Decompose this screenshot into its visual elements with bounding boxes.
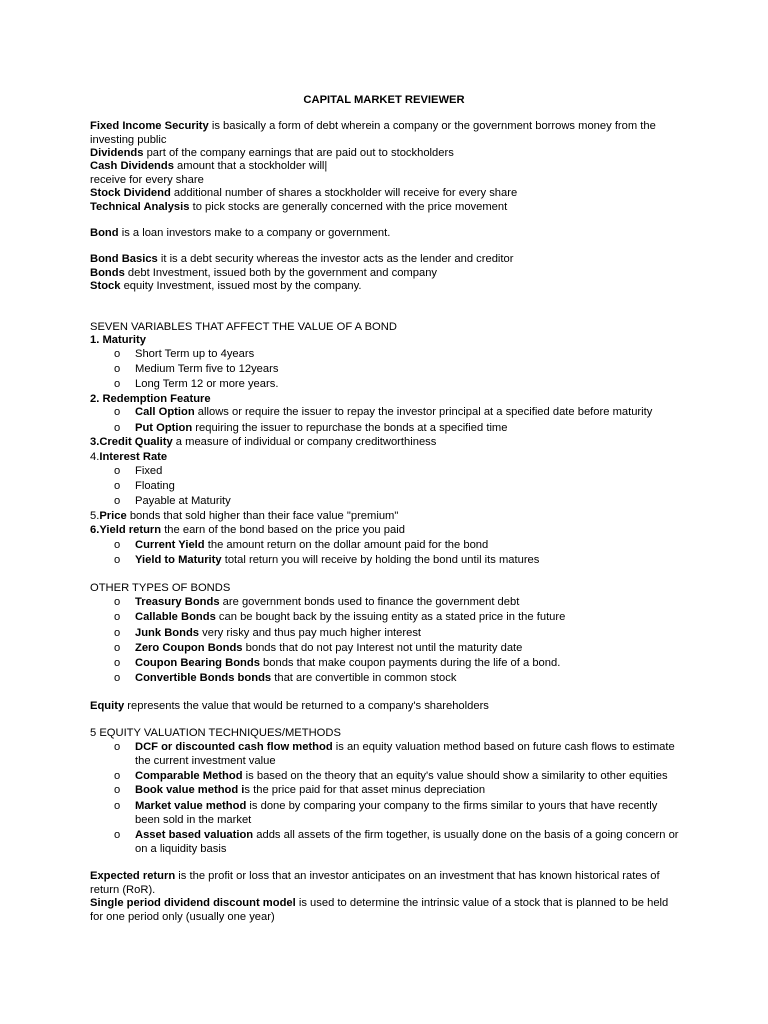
section-heading-seven-variables: SEVEN VARIABLES THAT AFFECT THE VALUE OF A BOND [90, 321, 397, 333]
term: Dividends [90, 147, 144, 159]
text: bonds that do not pay Interest not until the maturity date [242, 642, 523, 654]
term: Technical Analysis [90, 201, 190, 213]
bullet-marker: o [114, 770, 121, 782]
definition-dividends [90, 147, 680, 161]
term: Bonds [90, 267, 125, 279]
number: 4. [90, 451, 100, 463]
list-item-asset-based-valuation [135, 829, 680, 856]
variable-credit-quality [90, 436, 680, 450]
definition-bond [90, 227, 680, 241]
definition-cash-dividends-cont: receive for every share [90, 174, 204, 186]
page-title: CAPITAL MARKET REVIEWER [303, 94, 465, 106]
list-item: Fixed [135, 465, 163, 477]
bullet-marker: o [114, 829, 121, 841]
text: represents the value that would be returned to a company's shareholders [124, 700, 489, 712]
number: 5. [90, 510, 100, 522]
bullet-marker: o [114, 465, 121, 477]
term: Credit Quality [99, 436, 173, 448]
definition-fixed-income [90, 120, 680, 147]
text: the amount return on the dollar amount paid for the bond [204, 539, 489, 551]
list-item-current-yield [135, 539, 680, 553]
variable-price [90, 510, 680, 524]
list-item: Payable at Maturity [135, 495, 231, 507]
definition-cash-dividends [90, 160, 680, 174]
text: that are convertible in common stock [271, 672, 457, 684]
text: bonds that make coupon payments during the life of a bond. [259, 657, 561, 669]
number: 3. [90, 436, 100, 448]
bullet-marker: o [114, 539, 121, 551]
term: Junk Bonds [135, 627, 200, 639]
text: debt Investment, issued both by the government and company [124, 267, 438, 279]
term: Market value method [135, 800, 247, 812]
bullet-marker: o [114, 378, 121, 390]
bullet-marker: o [114, 672, 121, 684]
bullet-marker: o [114, 800, 121, 812]
term: Put Option [135, 422, 193, 434]
term: Treasury Bonds [135, 596, 220, 608]
bullet-marker: o [114, 741, 121, 753]
term: Stock Dividend [90, 187, 171, 199]
term: Current Yield [135, 539, 205, 551]
list-item-dcf-method [135, 741, 680, 768]
list-item-coupon-bearing-bonds [135, 657, 680, 671]
term: Fixed Income Security [90, 120, 209, 132]
bullet-marker: o [114, 784, 121, 796]
text: the earn of the bond based on the price you paid [161, 524, 405, 536]
term: Bond Basics [90, 253, 158, 265]
list-item-market-value-method [135, 800, 680, 827]
text: is a loan investors make to a company or government. [118, 227, 391, 239]
definition-stock [90, 280, 680, 294]
text: very risky and thus pay much higher interest [199, 627, 422, 639]
text: is basically a form of debt wherein a company or the government borrows money from the investing public [90, 120, 656, 146]
variable-interest-rate-label [90, 451, 680, 465]
definition-single-period-ddm [90, 897, 680, 924]
section-heading-equity-valuation: 5 EQUITY VALUATION TECHNIQUES/METHODS [90, 727, 341, 739]
bullet-marker: o [114, 363, 121, 375]
bullet-marker: o [114, 480, 121, 492]
text: adds all assets of the firm together, is usually done on the basis of a going concern or on a liquidity basis [135, 829, 679, 855]
term: Callable Bonds [135, 611, 216, 623]
bullet-marker: o [114, 596, 121, 608]
list-item-comparable-method [135, 770, 680, 784]
definition-equity [90, 700, 680, 714]
term: Yield return [99, 524, 162, 536]
term: Coupon Bearing Bonds [135, 657, 260, 669]
term: DCF or discounted cash flow method [135, 741, 333, 753]
term: Call Option [135, 406, 195, 418]
term: Cash Dividends [90, 160, 174, 172]
variable-redemption-label: 2. Redemption Feature [90, 393, 211, 405]
text: equity Investment, issued most by the company. [120, 280, 362, 292]
term: Equity [90, 700, 125, 712]
text: is based on the theory that an equity's value should show a similarity to other equities [242, 770, 668, 782]
text: is used to determine the intrinsic value of a stock that is planned to be held for one period only (usually one year) [90, 897, 669, 923]
text: a measure of individual or company creditworthiness [172, 436, 437, 448]
term: Bond [90, 227, 119, 239]
text: total return you will receive by holding the bond until its matures [221, 554, 540, 566]
list-item-convertible-bonds [135, 672, 680, 686]
variable-maturity-label: 1. Maturity [90, 334, 146, 346]
list-item-book-value-method [135, 784, 680, 798]
term: Price [99, 510, 127, 522]
text: additional number of shares a stockholder will receive for every share [170, 187, 518, 199]
list-item: Short Term up to 4years [135, 348, 255, 360]
term: Book value method i [135, 784, 245, 796]
bullet-marker: o [114, 348, 121, 360]
text: bonds that sold higher than their face value "premium" [126, 510, 399, 522]
list-item-zero-coupon-bonds [135, 642, 680, 656]
term: Expected return [90, 870, 176, 882]
term: Zero Coupon Bonds [135, 642, 243, 654]
list-item-call-option [135, 406, 680, 420]
text: to pick stocks are generally concerned with the price movement [189, 201, 508, 213]
term: Asset based valuation [135, 829, 254, 841]
text: requiring the issuer to repurchase the bonds at a specified time [192, 422, 508, 434]
text: is done by comparing your company to the firms similar to yours that have recently been sold in the market [135, 800, 658, 826]
bullet-marker: o [114, 657, 121, 669]
definition-expected-return [90, 870, 680, 897]
list-item-callable-bonds [135, 611, 680, 625]
term: Stock [90, 280, 121, 292]
bullet-marker: o [114, 642, 121, 654]
term: Interest Rate [99, 451, 168, 463]
term: Comparable Method [135, 770, 243, 782]
text: amount that a stockholder will| [173, 160, 328, 172]
list-item: Medium Term five to 12years [135, 363, 279, 375]
definition-bond-basics [90, 253, 680, 267]
text: is the profit or loss that an investor anticipates on an investment that has known historical rates of return (RoR). [90, 870, 660, 896]
term: Convertible Bonds bonds [135, 672, 272, 684]
list-item-treasury-bonds [135, 596, 680, 610]
text: part of the company earnings that are paid out to stockholders [143, 147, 454, 159]
definition-stock-dividend [90, 187, 680, 201]
list-item: Floating [135, 480, 175, 492]
term: Yield to Maturity [135, 554, 222, 566]
list-item-put-option [135, 422, 680, 436]
bullet-marker: o [114, 422, 121, 434]
bullet-marker: o [114, 495, 121, 507]
text: s the price paid for that asset minus depreciation [244, 784, 486, 796]
list-item-yield-to-maturity [135, 554, 680, 568]
text: are government bonds used to finance the government debt [219, 596, 520, 608]
definition-technical-analysis [90, 201, 680, 215]
definition-bonds [90, 267, 680, 281]
term: Single period dividend discount model [90, 897, 296, 909]
bullet-marker: o [114, 554, 121, 566]
bullet-marker: o [114, 406, 121, 418]
list-item-junk-bonds [135, 627, 680, 641]
text: it is a debt security whereas the investor acts as the lender and creditor [157, 253, 514, 265]
section-heading-other-bonds: OTHER TYPES OF BONDS [90, 582, 231, 594]
text: is an equity valuation method based on future cash flows to estimate the current investment value [135, 741, 675, 767]
bullet-marker: o [114, 627, 121, 639]
text: allows or require the issuer to repay the investor principal at a specified date before maturity [194, 406, 653, 418]
text: can be bought back by the issuing entity as a stated price in the future [215, 611, 566, 623]
number: 6. [90, 524, 100, 536]
variable-yield-return [90, 524, 680, 538]
list-item: Long Term 12 or more years. [135, 378, 279, 390]
bullet-marker: o [114, 611, 121, 623]
